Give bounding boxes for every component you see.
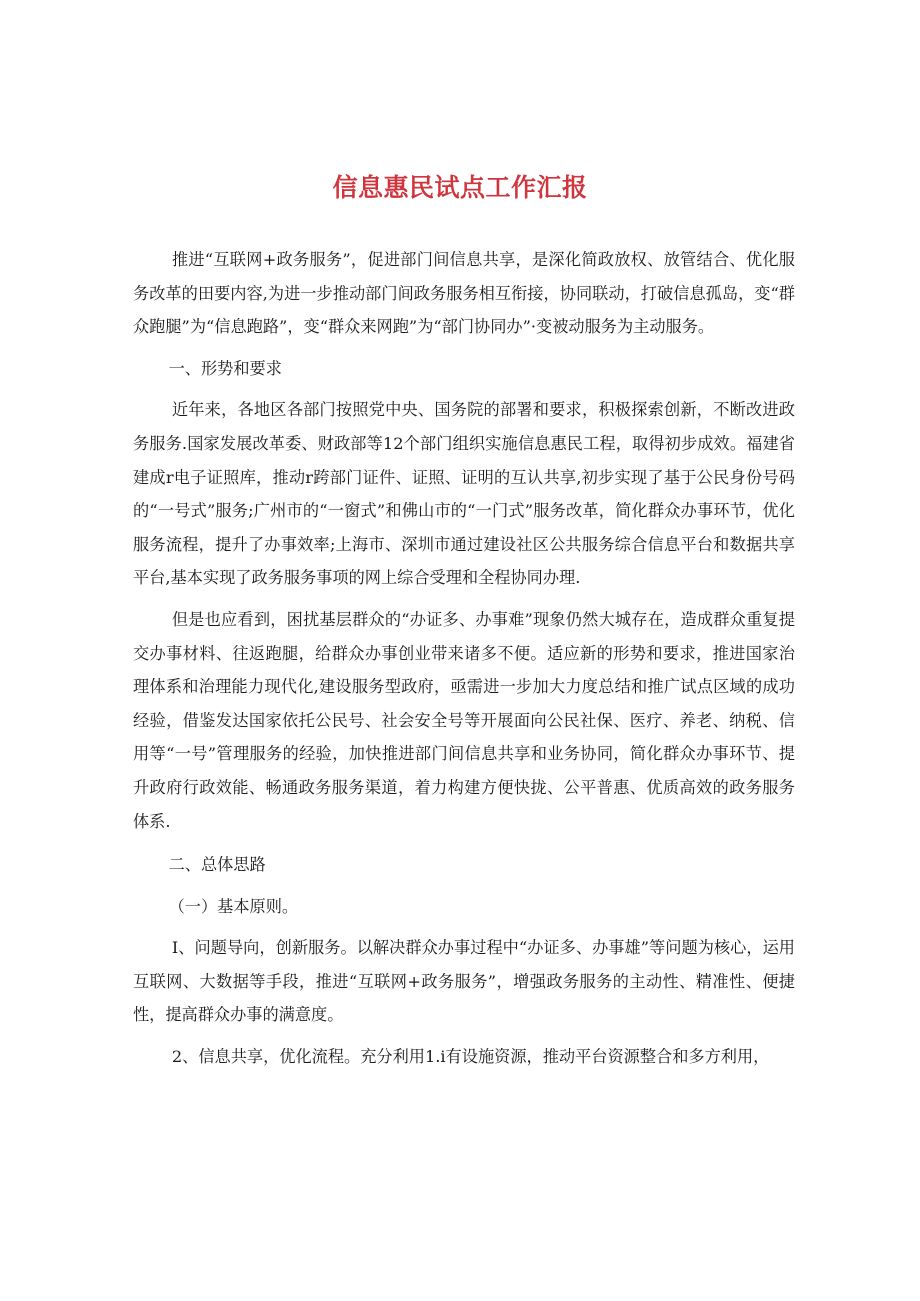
paragraph-situation: 近年来，各地区各部门按照党中央、国务院的部署和要求，积极探索创新，不断改进政务服务.国家发展改革委、财政部等12个部门组织实施信息惠民工程，取得初步成效。福建省建成r电子证照库，推动r跨部门证件、证照、证明的互认共享,初步实现了基于公民身份号码的“一号式”服务;广州市的“一窗式”和佛山市的“一门式”服务改革，简化群众办事环节，优化服务流程，提升了办事效率;上海市、深圳市通过建设社区公共服务综合信息平台和数据共享平台,基本实现了政务服务事项的网上综合受理和全程协同办理. xyxy=(133,400,795,588)
paragraph-principle-2: 2、信息共享，优化流程。充分利用1.i有设施资源，推动平台资源整合和多方利用， xyxy=(171,1047,770,1067)
paragraph-principle-1: I、问题导向，创新服务。以解决群众办事过程中“办证多、办事雄”等问题为核心，运用互联网、大数据等手段，推进“互联网+政务服务”，增强政务服务的主动性、精准性、便捷性，提高群众办事的满意度。 xyxy=(133,938,795,1025)
section-heading-2: 二、总体思路 xyxy=(168,855,266,875)
section-heading-1: 一、形势和要求 xyxy=(168,358,282,378)
document-body xyxy=(133,243,795,1074)
paragraph-intro: 推进“互联网+政务服务”，促进部门间信息共享，是深化简政放权、放管结合、优化服务改革的田要内容,为进一步推动部门间政务服务相互衔接，协同联动，打破信息孤岛，变“群众跑腿”为“信息跑路”，变“群众来网跑”为“部门协同办”·变被动服务为主动服务。 xyxy=(133,250,795,337)
paragraph-challenges: 但是也应看到，困扰基层群众的“办证多、办事难”现象仍然大城存在，造成群众重复提交办事材料、往返跑腿，给群众办事创业带来诸多不便。适应新的形势和要求，推进国家治理体系和治理能力现代化,建设服务型政府，亟需进一步加大力度总结和推广试点区域的成功经验，借鉴发达国家依托公民号、社会安全号等开展面向公民社保、医疗、养老、纳税、信用等“一号”管理服务的经验，加快推进部门间信息共享和业务协同，简化群众办事环节、提升政府行政效能、畅通政务服务渠道，着力构建方便快拢、公平普惠、优质高效的政务服务体系. xyxy=(133,609,795,831)
document-title: 信息惠民试点工作汇报 xyxy=(332,173,588,202)
subsection-heading-principles: （一）基本原则。 xyxy=(168,896,299,916)
